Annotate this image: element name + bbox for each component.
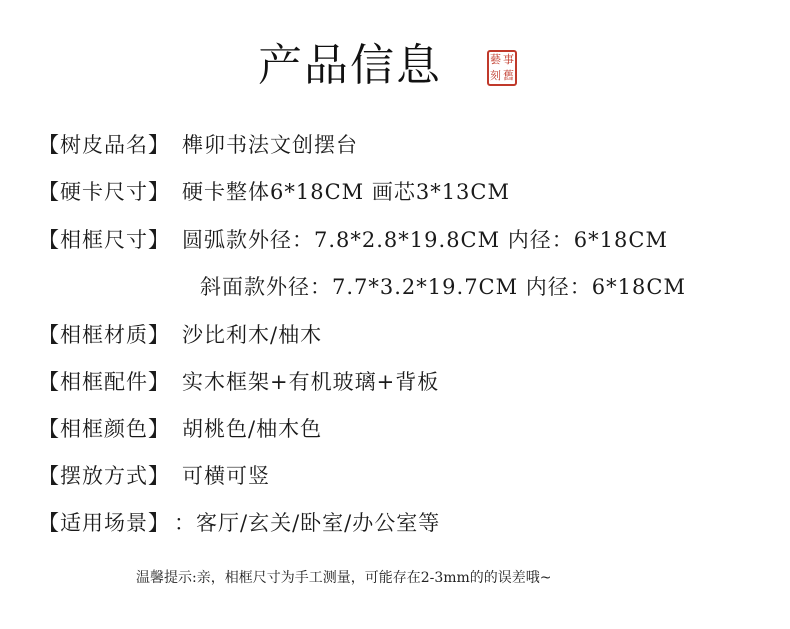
seal-char: 舊	[503, 69, 514, 82]
info-row-color	[38, 412, 322, 446]
info-value: 胡桃色/柚木色	[182, 417, 323, 441]
info-label: 【相框尺寸】	[38, 228, 170, 252]
info-label: 【相框材质】	[38, 323, 170, 347]
info-label: 【适用场景】	[38, 511, 170, 535]
info-row-material	[38, 318, 322, 352]
page-title: 产品信息	[258, 40, 442, 91]
footnote: 温馨提示:亲，相框尺寸为手工测量，可能存在2-3mm的的误差哦~	[136, 570, 552, 586]
info-row-name	[38, 128, 358, 162]
seal-char: 藝	[490, 53, 501, 66]
info-row-frame-size	[38, 223, 668, 257]
info-value: 榫卯书法文创摆台	[182, 133, 358, 157]
info-value: 沙比利木/柚木	[182, 323, 323, 347]
info-value: ：客厅/玄关/卧室/办公室等	[174, 511, 441, 535]
seal-char: 刻	[490, 69, 501, 82]
info-value: 圆弧款外径：7.8*2.8*19.8CM 内径：6*18CM	[182, 228, 668, 252]
info-value: 可横可竖	[182, 464, 270, 488]
info-row-scenes	[38, 506, 440, 540]
info-label: 【硬卡尺寸】	[38, 180, 170, 204]
seal-stamp-icon	[487, 50, 517, 86]
seal-char: 事	[503, 53, 514, 66]
info-row-frame-size-alt	[200, 270, 686, 304]
header	[0, 36, 790, 96]
info-row-card-size	[38, 175, 510, 209]
info-row-placement	[38, 459, 270, 493]
info-value: 斜面款外径：7.7*3.2*19.7CM 内径：6*18CM	[200, 275, 686, 299]
info-value: 实木框架+有机玻璃+背板	[182, 370, 440, 394]
info-value: 硬卡整体6*18CM 画芯3*13CM	[182, 180, 510, 204]
info-label: 【相框颜色】	[38, 417, 170, 441]
info-label: 【摆放方式】	[38, 464, 170, 488]
info-label: 【树皮品名】	[38, 133, 170, 157]
info-label: 【相框配件】	[38, 370, 170, 394]
info-row-accessories	[38, 365, 439, 399]
